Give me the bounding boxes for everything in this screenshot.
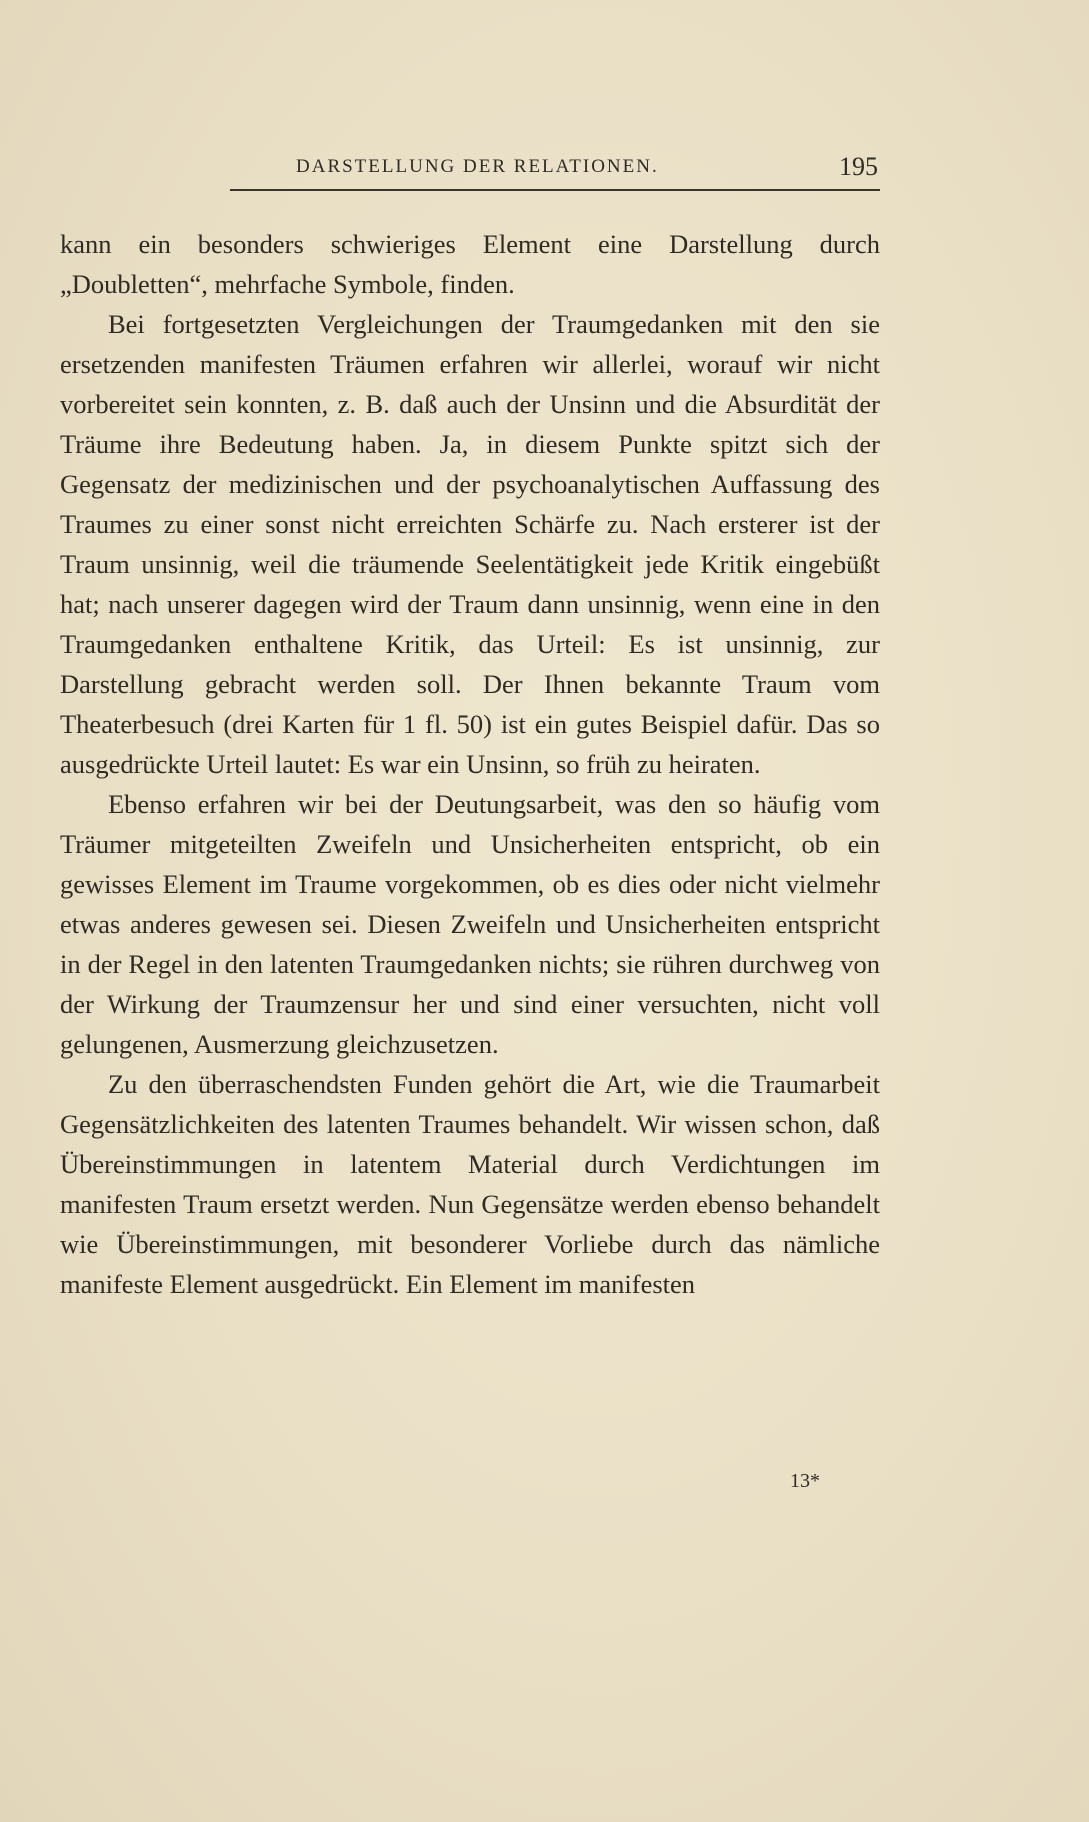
paragraph-absurdity: Bei fortgesetzten Vergleichungen der Traumgedanken mit den sie ersetzenden manifesten Träumen erfahren wir allerlei, worauf wir nicht vorbereitet sein konnten, z. B. daß auch der Unsinn und die Absurdität der Träume ihre Bedeutung haben. Ja, in diesem Punkte spitzt sich der Gegensatz der medizinischen und der psychoanalytischen Auffassung des Traumes zu einer sonst nicht erreichten Schärfe zu. Nach ersterer ist der Traum unsinnig, weil die träumende Seelentätigkeit jede Kritik eingebüßt hat; nach unserer dagegen wird der Traum dann unsinnig, wenn eine in den Traumgedanken enthaltene Kritik, das Urteil: Es ist unsinnig, zur Darstellung gebracht werden soll. Der Ihnen bekannte Traum vom Theaterbesuch (drei Karten für 1 fl. 50) ist ein gutes Beispiel dafür. Das so ausgedrückte Urteil lautet: Es war ein Unsinn, so früh zu heiraten. — [60, 309, 880, 779]
paragraph-doubts: Ebenso erfahren wir bei der Deutungsarbeit, was den so häufig vom Träumer mitgeteilten Zweifeln und Unsicherheiten entspricht, ob ein gewisses Element im Traume vorgekommen, ob es dies oder nicht vielmehr etwas anderes gewesen sei. Diesen Zweifeln und Unsicherheiten entspricht in der Regel in den latenten Traumgedanken nichts; sie rühren durchweg von der Wirkung der Traumzensur her und sind einer versuchten, nicht voll gelungenen, Ausmerzung gleichzusetzen. — [60, 789, 880, 1059]
header-rule — [230, 189, 880, 191]
paragraph-opposites: Zu den überraschendsten Funden gehört die Art, wie die Traumarbeit Gegensätzlichkeiten des latenten Traumes behandelt. Wir wissen schon, daß Übereinstimmungen in latentem Material durch Verdichtungen im manifesten Traum ersetzt werden. Nun Gegensätze werden ebenso behandelt wie Übereinstimmungen, mit besonderer Vorliebe durch das nämliche manifeste Element ausgedrückt. Ein Element im manifesten — [60, 1069, 880, 1299]
paragraph-continuation: kann ein besonders schwieriges Element eine Darstellung durch „Doubletten“, mehrfache Symbole, finden. — [60, 229, 880, 299]
sheet-signature: 13* — [790, 1470, 820, 1492]
body-text — [60, 224, 880, 1304]
chapter-running-title: DARSTELLUNG DER RELATIONEN. — [296, 156, 659, 177]
page-number: 195 — [839, 152, 878, 181]
running-header — [296, 152, 878, 186]
